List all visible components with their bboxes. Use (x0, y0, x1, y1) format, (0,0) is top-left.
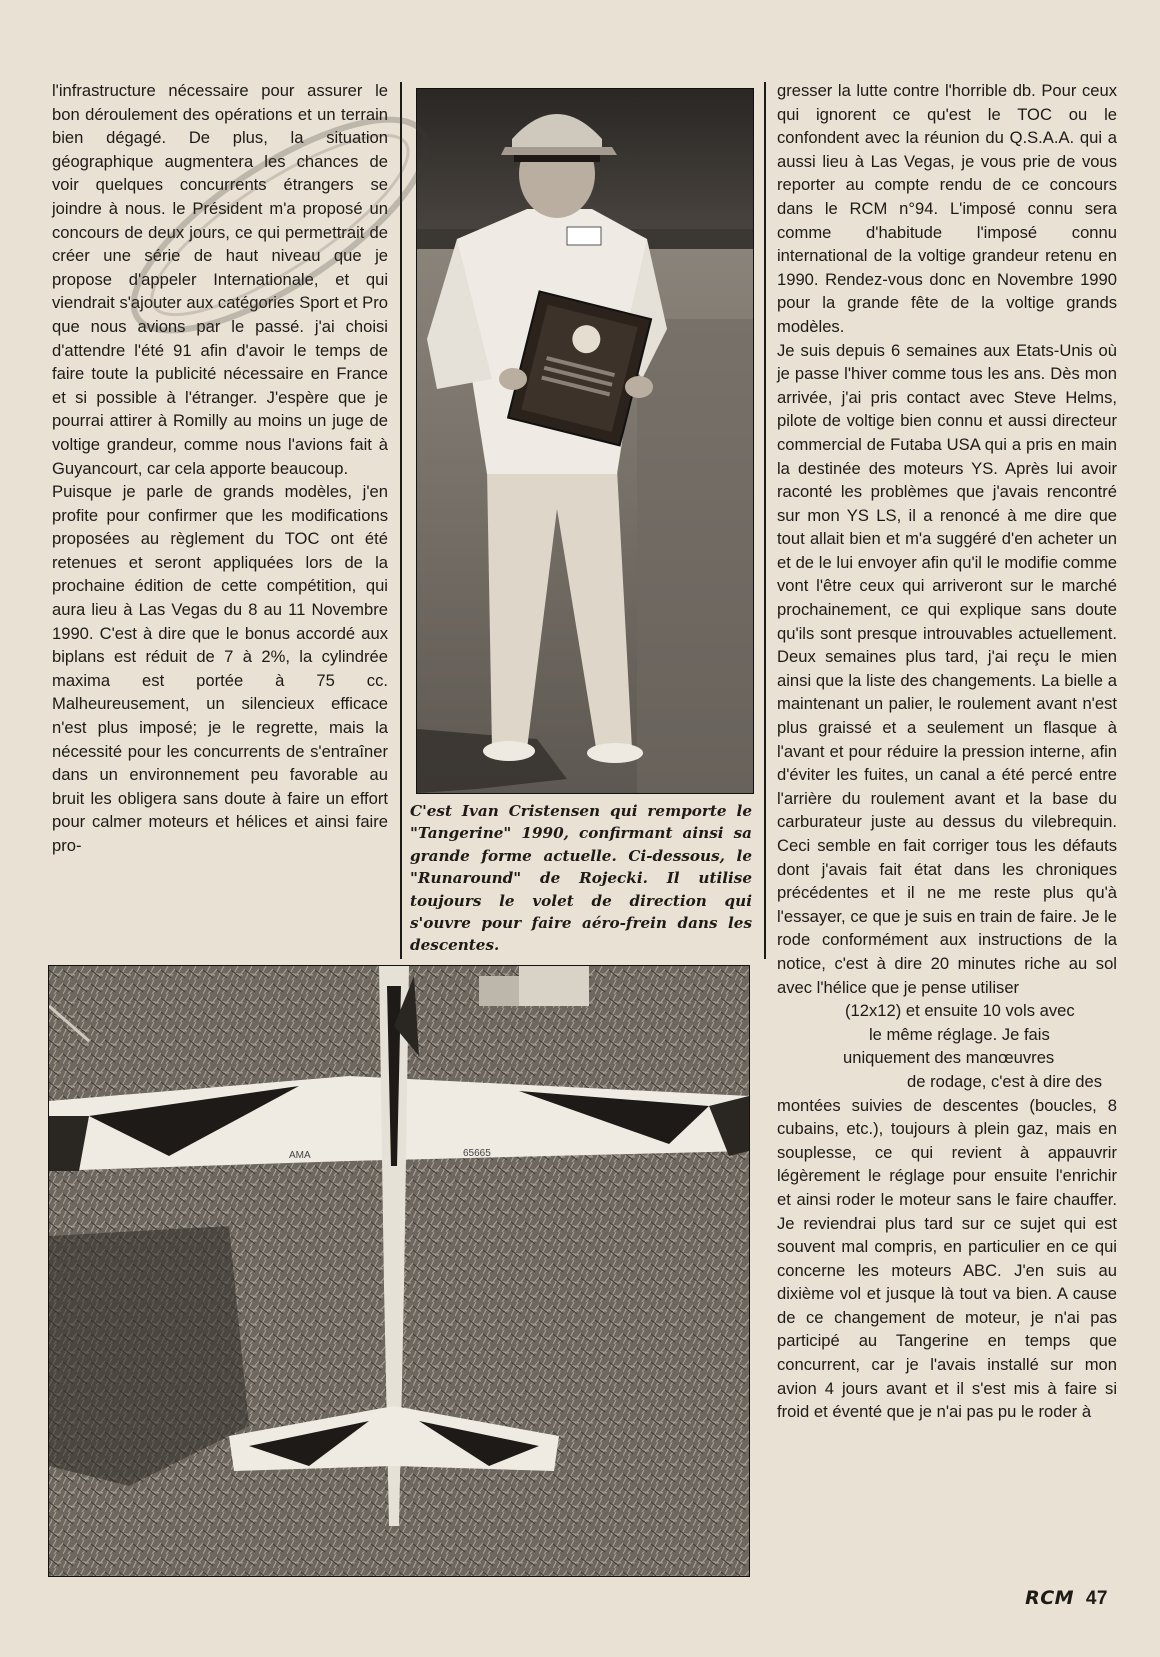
paragraph: gresser la lutte contre l'horrible db. Pour ceux qui ignorent ce qu'est le TOC ou le confondent avec la réunion du Q.S.A.A. qui a aussi lieu à Las Vegas, je vous prie de vous reporter au compte rendu de ce concours dans le RCM n°94. L'imposé connu sera comme d'habitude l'imposé connu international de la voltige grandeur retenu en 1990. Rendez-vous donc en Novembre 1990 pour la grande fête de la voltige grands modèles. (777, 81, 1117, 336)
plane-number-label: 65665 (463, 1148, 491, 1159)
plane-ama-label: AMA (289, 1150, 311, 1161)
article-column-right (777, 79, 1117, 1424)
pilot-photo-illustration (417, 89, 753, 793)
text-line: de rodage, c'est à dire des (907, 1071, 1103, 1091)
text-line: (12x12) et ensuite 10 vols avec (845, 1001, 1075, 1021)
paragraph: l'infrastructure nécessaire pour assurer le bon déroulement des opérations et un terrain bien dégagé. De plus, la situation géographique augmentera les chances de voir quelques concurrents étrangers se joindre à nous. le Président m'a proposé un concours de deux jours, ce qui permettrait de créer une série de haut niveau que je propose d'appeler Internationale, et qui viendrait s'ajouter aux catégories Sport et Pro que nous avions par le passé. j'ai choisi d'attendre l'été 91 afin d'avoir le temps de faire toute la publicité nécessaire en France et si possible à l'étranger. J'espère que je pourrai attirer à Romilly au moins un juge de voltige grandeur, comme nous l'avions fait à Guyancourt, car cela apporte beaucoup. (52, 81, 388, 478)
text-line: uniquement des manœuvres (843, 1048, 1055, 1068)
paragraph: montées suivies de descentes (boucles, 8 cubains, etc.), toujours à plein gaz, mais en souplesse, ce qui revient à appauvrir légèrement le réglage pour ensuite l'enrichir et ainsi roder le moteur sans le faire chauffer. Je reviendrai plus tard sur ce sujet qui est souvent mal compris, en particulier en ce qui concerne les moteurs ABC. J'en suis au dixième vol et jusque là tout va bien. A cause de ce changement de moteur, je n'ai pas participé au Tangerine en temps que concurrent, car je l'avais installé sur mon avion 4 jours avant et il s'est mis à faire si froid et éventé que je n'ai pas pu le roder à (777, 1095, 1117, 1422)
magazine-name: RCM (1025, 1587, 1075, 1609)
page-footer (1025, 1587, 1108, 1610)
paragraph: Je suis depuis 6 semaines aux Etats-Unis où je passe l'hiver comme tous les ans. Dès mon arrivée, j'ai pris contact avec Steve Helms, pilote de voltige bien connu et aussi directeur commercial de Futaba USA qui a pris en main la destinée des moteurs YS. Après lui avoir raconté les problèmes que j'avais rencontré sur mon YS LS, il a renoncé à me dire que tout allait bien et m'a suggéré d'en acheter un et de le lui envoyer afin qu'il le modifie comme vont l'être ceux qui arriveront sur le marché prochainement, ce qui explique sans doute qu'ils sont presque introuvables actuellement. Deux semaines plus tard, j'ai reçu le mien ainsi que la liste des changements. La bielle a maintenant un palier, le roulement avant n'est plus graissé et a seulement un flasque à l'avant et pour réduire la pression interne, afin d'éviter les fuites, un canal a été percé entre l'arrière du roulement avant et la base du carburateur juste au dessus du vilebrequin. Ceci semble en fait corriger tous les défauts dont j'avais fait état dans les chroniques précédentes et il ne me reste plus qu'à l'essayer, ce que je suis en train de faire. Je le rode conformément aux instructions de la notice, c'est à dire 20 minutes riche au sol avec l'hélice que je pense utiliser (777, 340, 1117, 997)
wrapped-lines (777, 999, 1117, 1093)
text-line: le même réglage. Je fais (869, 1024, 1050, 1044)
plane-photo-illustration (49, 966, 749, 1576)
page-number: 47 (1085, 1588, 1108, 1609)
plane-photo (48, 965, 750, 1577)
article-column-left (52, 79, 388, 858)
photo-caption: C'est Ivan Cristensen qui remporte le "Tangerine" 1990, confirmant ainsi sa grande forme actuelle. Ci-dessous, le "Runaround" de Rojecki. Il utilise toujours le volet de direction qui s'ouvre pour faire aéro-frein dans les descentes. (410, 802, 752, 955)
paragraph: Puisque je parle de grands modèles, j'en profite pour confirmer que les modifications proposées au règlement du TOC ont été retenues et seront appliquées lors de la prochaine édition de cette compétition, qui aura lieu à Las Vegas du 8 au 11 Novembre 1990. C'est à dire que le bonus accordé aux biplans est réduit de 7 à 2%, la cylindrée maxima est portée à 75 cc. Malheureusement, un silencieux efficace n'est plus imposé; je le regrette, mais la nécessité pour les concurrents de s'entraîner dans un environnement peu favorable au bruit les obligera sans doute à faire un effort pour calmer moteurs et hélices et ainsi faire pro- (52, 482, 388, 855)
column-rule-right (764, 82, 766, 959)
column-rule-left (400, 82, 402, 959)
pilot-photo (416, 88, 754, 794)
